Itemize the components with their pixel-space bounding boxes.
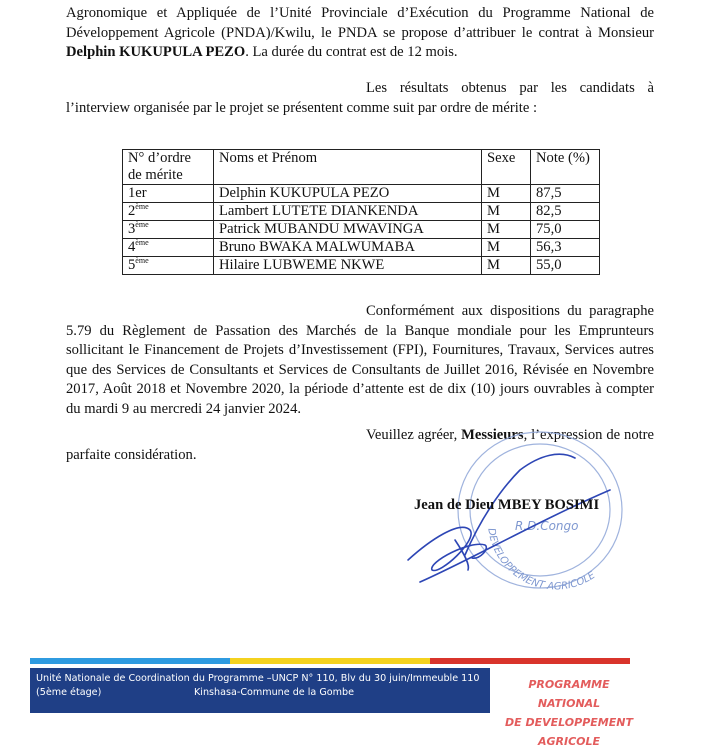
name-cell: Patrick MUBANDU MWAVINGA bbox=[214, 221, 482, 239]
conformity-text: Conformément aux dispositions du paragraphe 5.79 du Règlement de Passation des Marchés de la Banque mondiale pour les Emprunteurs sollicitant le Financement de Projets d’Investissement (FPI), Fournitures, Travaux, Services autres que des Services de Consultants et Services de Consultants de Juillet 2016, Révisée en Novembre 2017, Août 2018 et Novembre 2020, la période d’attente est de dix (10) jours ouvrables à compter du mardi 9 au mercredi 24 janvier 2024. bbox=[66, 303, 654, 417]
intro-text: Agronomique et Appliquée de l’Unité Provinciale d’Exécution du Programme National de Développement Agricole (PNDA)/Kwilu, le PNDA se propose d’attribuer le contrat à Monsieur bbox=[66, 5, 654, 41]
footer-address-panel bbox=[30, 668, 490, 713]
header-sex: Sexe bbox=[482, 150, 531, 185]
brand-line-3: AGRICOLE bbox=[537, 735, 601, 748]
rank-cell: 3ème bbox=[123, 221, 214, 239]
score-cell: 56,3 bbox=[531, 239, 600, 257]
name-cell: Lambert LUTETE DIANKENDA bbox=[214, 203, 482, 221]
stamp-country: R.D.Congo bbox=[515, 519, 579, 533]
sex-cell: M bbox=[482, 221, 531, 239]
header-rank: N° d’ordre de mérite bbox=[123, 150, 214, 185]
closing-text: Veuillez agréer, bbox=[366, 427, 462, 443]
footer-address-line: Unité Nationale de Coordination du Programme –UNCP N° 110, Blv du 30 juin/Immeuble 110 bbox=[36, 673, 480, 684]
signer-name: Jean de Dieu MBEY BOSIMI bbox=[414, 497, 600, 513]
name-cell: Bruno BWAKA MALWUMABA bbox=[214, 239, 482, 257]
flag-bar-blue bbox=[30, 658, 230, 664]
closing-text-end: , l’expression de notre parfaite considération. bbox=[66, 427, 655, 463]
results-intro-text: Les résultats obtenus par les candidats à l’interview organisée par le projet se présentent comme suit par ordre de mérite : bbox=[66, 80, 654, 116]
header-score: Note (%) bbox=[531, 150, 600, 185]
closing-salutation: Messieurs bbox=[461, 427, 524, 443]
brand-line-2: DE DEVELOPPEMENT bbox=[505, 716, 633, 729]
score-cell: 87,5 bbox=[531, 185, 600, 203]
footer-address-city: Kinshasa-Commune de la Gombe bbox=[194, 687, 354, 698]
flag-bar-red bbox=[430, 658, 630, 664]
rank-cell: 4ème bbox=[123, 239, 214, 257]
sex-cell: M bbox=[482, 257, 531, 275]
header-name: Noms et Prénom bbox=[214, 150, 482, 185]
score-cell: 55,0 bbox=[531, 257, 600, 275]
awardee-name: Delphin KUKUPULA PEZO bbox=[66, 44, 246, 60]
flag-bar bbox=[30, 658, 630, 664]
rank-cell: 2ème bbox=[123, 203, 214, 221]
footer-brand bbox=[498, 675, 640, 751]
name-cell: Hilaire LUBWEME NKWE bbox=[214, 257, 482, 275]
footer-address-floor: (5ème étage) bbox=[36, 687, 102, 698]
name-cell: Delphin KUKUPULA PEZO bbox=[214, 185, 482, 203]
intro-text-end: . La durée du contrat est de 12 mois. bbox=[245, 44, 458, 60]
score-cell: 75,0 bbox=[531, 221, 600, 239]
brand-line-1: PROGRAMME NATIONAL bbox=[528, 678, 610, 710]
flag-bar-yellow bbox=[230, 658, 430, 664]
stamp-arc-text: DEVELOPPEMENT AGRICOLE bbox=[485, 527, 598, 593]
score-cell: 82,5 bbox=[531, 203, 600, 221]
sex-cell: M bbox=[482, 239, 531, 257]
sex-cell: M bbox=[482, 185, 531, 203]
rank-cell: 1er bbox=[123, 185, 214, 203]
sex-cell: M bbox=[482, 203, 531, 221]
rank-cell: 5ème bbox=[123, 257, 214, 275]
